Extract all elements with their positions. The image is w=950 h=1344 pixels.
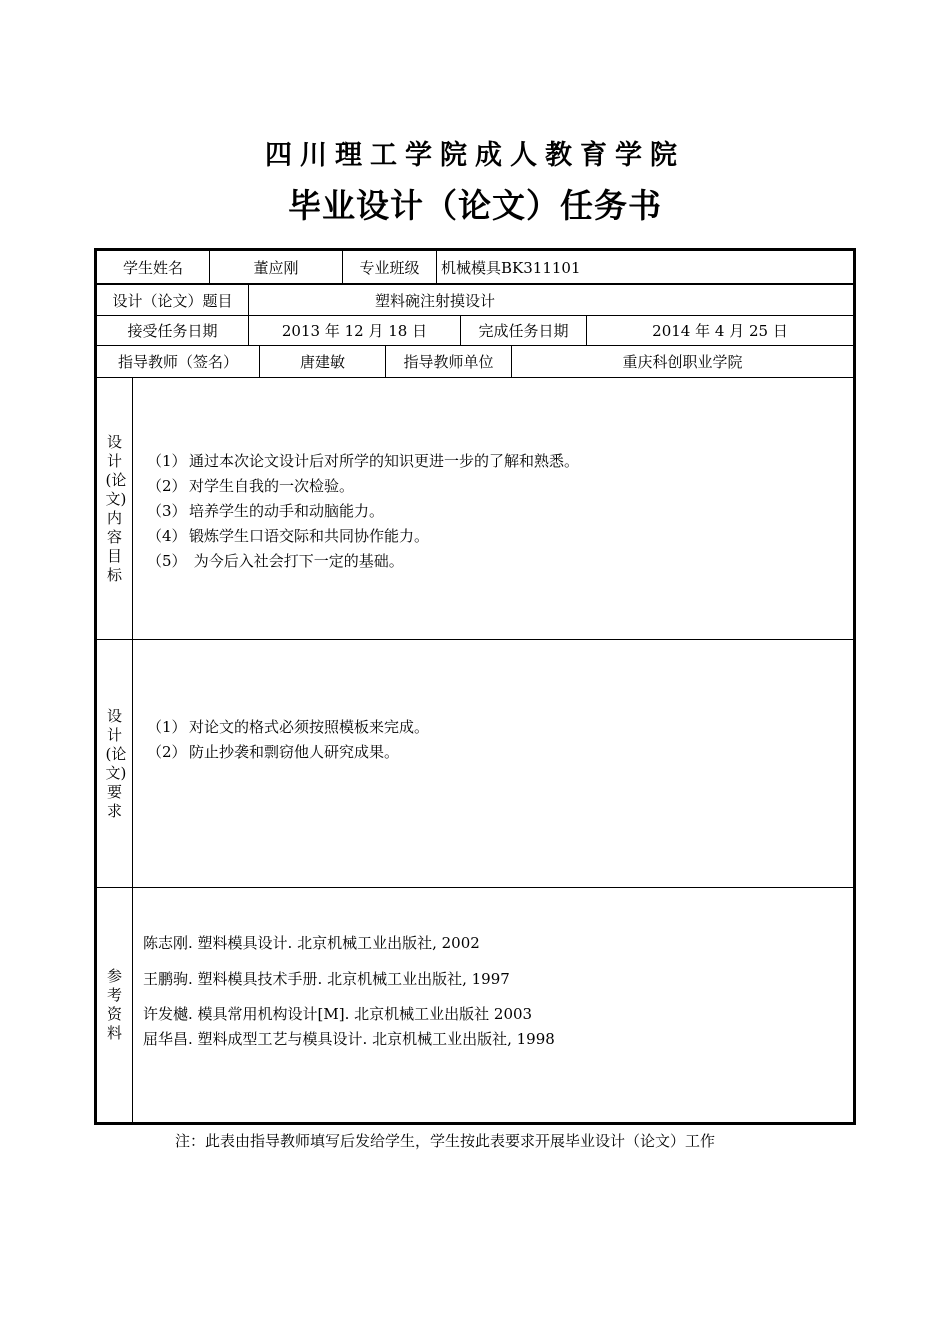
- objective-item: （1） 通过本次论文设计后对所学的知识更进一步的了解和熟悉。: [147, 452, 580, 470]
- row-topic: [97, 285, 853, 315]
- complete-date-label: 完成任务日期: [461, 316, 587, 345]
- objectives-label: 设计(论文)内容目标: [105, 432, 127, 584]
- advisor-unit-value: 重庆科创职业学院: [622, 353, 743, 371]
- major-class-label: 专业班级: [343, 251, 437, 283]
- reference-item: 许发樾. 模具常用机构设计[M]. 北京机械工业出版社 2003: [143, 1005, 533, 1023]
- references-section: [97, 888, 853, 1122]
- footer-note: 注：此表由指导教师填写后发给学生，学生按此表要求开展毕业设计（论文）工作: [175, 1132, 716, 1150]
- row-student: [97, 251, 853, 283]
- row-advisor: [97, 346, 853, 377]
- requirement-item: （2） 防止抄袭和剽窃他人研究成果。: [147, 743, 400, 761]
- receive-date-label: 接受任务日期: [97, 316, 249, 345]
- topic-value: 塑料碗注射摸设计: [375, 291, 496, 310]
- objectives-label-cell: [97, 378, 133, 639]
- requirement-item: （1） 对论文的格式必须按照模板来完成。: [147, 718, 430, 736]
- requirements-label: 设计(论文)要求: [105, 706, 127, 820]
- row-dates: [97, 316, 853, 345]
- objectives-section: [97, 378, 853, 639]
- complete-date-value: 2014 年 4 月 25 日: [652, 322, 788, 340]
- topic-label: 设计（论文）题目: [97, 285, 249, 315]
- references-label-cell: [97, 888, 133, 1122]
- advisor-label: 指导教师（签名）: [97, 346, 260, 377]
- objective-item: （4） 锻炼学生口语交际和共同协作能力。: [147, 527, 430, 545]
- advisor-unit-label: 指导教师单位: [386, 346, 512, 377]
- objective-item: （3） 培养学生的动手和动脑能力。: [147, 502, 385, 520]
- reference-item: 陈志刚. 塑料模具设计. 北京机械工业出版社, 2002: [143, 934, 480, 952]
- requirements-section: [97, 640, 853, 887]
- objective-item: （5） 为今后入社会打下一定的基础。: [147, 552, 404, 570]
- task-form: [94, 248, 856, 1125]
- major-class-value: 机械模具BK311101: [441, 258, 581, 277]
- document-title: 毕业设计（论文）任务书: [288, 186, 662, 225]
- requirements-label-cell: [97, 640, 133, 887]
- references-label: 参考资料: [106, 967, 122, 1042]
- student-name-value: 董应刚: [210, 251, 343, 283]
- reference-item: 王鹏驹. 塑料模具技术手册. 北京机械工业出版社, 1997: [143, 970, 510, 988]
- receive-date-value: 2013 年 12 月 18 日: [249, 316, 461, 345]
- student-name-label: 学生姓名: [97, 251, 210, 283]
- advisor-value: 唐建敏: [260, 346, 386, 377]
- objective-item: （2） 对学生自我的一次检验。: [147, 477, 355, 495]
- reference-item: 屈华昌. 塑料成型工艺与模具设计. 北京机械工业出版社, 1998: [143, 1030, 555, 1048]
- institution-title: 四川理工学院成人教育学院: [265, 140, 685, 171]
